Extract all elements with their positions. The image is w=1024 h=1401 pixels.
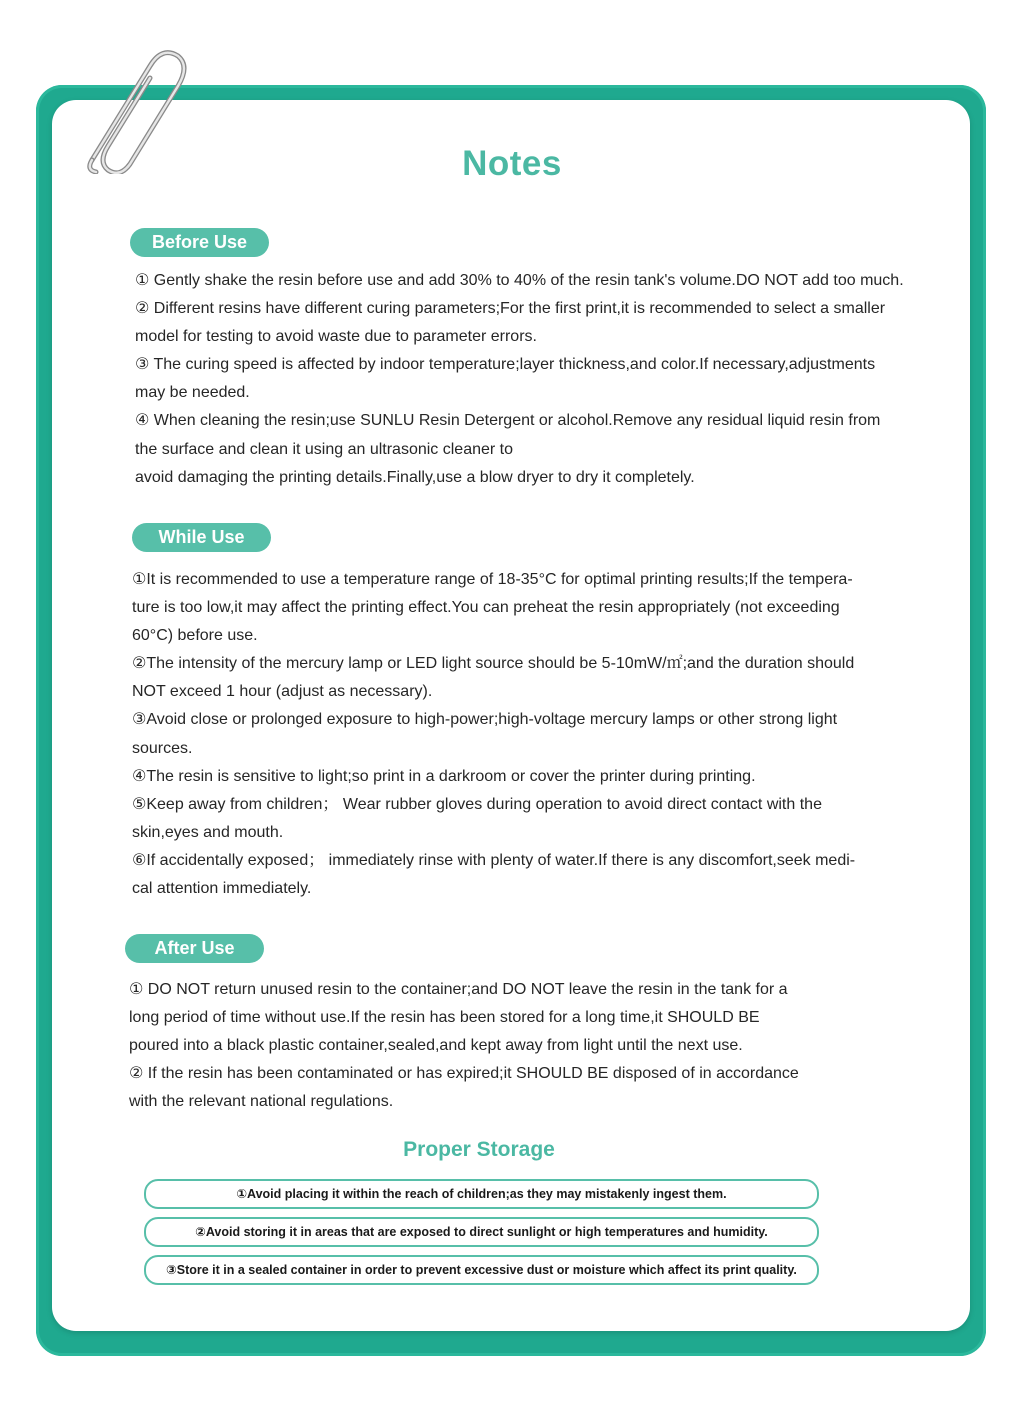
text-line: ture is too low,it may affect the printing effect.You can preheat the resin appropriately (not exceeding xyxy=(132,599,840,617)
page-title: Notes xyxy=(462,144,562,183)
while-use-text xyxy=(132,566,855,903)
before-use-text xyxy=(135,267,904,492)
text-line: NOT exceed 1 hour (adjust as necessary). xyxy=(132,683,433,701)
text-line: skin,eyes and mouth. xyxy=(132,823,284,841)
text-line: long period of time without use.If the resin has been stored for a long time,it SHOULD BE xyxy=(129,1009,760,1027)
text-line: may be needed. xyxy=(135,384,250,402)
storage-item-2: ②Avoid storing it in areas that are exposed to direct sunlight or high temperatures and humidity. xyxy=(144,1217,819,1247)
text-line: ②The intensity of the mercury lamp or LED light source should be 5-10mW/㎡;and the duration should xyxy=(132,655,855,673)
text-line: model for testing to avoid waste due to parameter errors. xyxy=(135,328,537,346)
text-line: ② If the resin has been contaminated or has expired;it SHOULD BE disposed of in accordance xyxy=(129,1065,799,1083)
text-line: ② Different resins have different curing parameters;For the first print,it is recommended to select a smaller xyxy=(135,300,886,318)
text-line: 60°C) before use. xyxy=(132,627,258,645)
storage-item-1: ①Avoid placing it within the reach of children;as they may mistakenly ingest them. xyxy=(144,1179,819,1209)
after-use-text xyxy=(129,976,799,1116)
text-line: the surface and clean it using an ultrasonic cleaner to xyxy=(135,440,514,458)
text-line: avoid damaging the printing details.Finally,use a blow dryer to dry it completely. xyxy=(135,468,695,486)
text-line: ④ When cleaning the resin;use SUNLU Resin Detergent or alcohol.Remove any residual liquid resin from xyxy=(135,412,881,430)
text-line: ⑤Keep away from children； Wear rubber gloves during operation to avoid direct contact with the xyxy=(132,795,822,813)
text-line: with the relevant national regulations. xyxy=(129,1093,394,1111)
text-line: ① DO NOT return unused resin to the container;and DO NOT leave the resin in the tank for a xyxy=(129,981,788,998)
text-line: ③Avoid close or prolonged exposure to high-power;high-voltage mercury lamps or other strong light xyxy=(132,711,838,729)
text-line: poured into a black plastic container,sealed,and kept away from light until the next use. xyxy=(129,1037,743,1055)
proper-storage-heading: Proper Storage xyxy=(403,1138,555,1161)
before-use-heading: Before Use xyxy=(130,228,269,257)
text-line: sources. xyxy=(132,739,193,757)
text-line: ①It is recommended to use a temperature range of 18-35°C for optimal printing results;If the tempera- xyxy=(132,571,853,588)
text-line: ③ The curing speed is affected by indoor temperature;layer thickness,and color.If necessary,adjustments xyxy=(135,356,876,374)
text-line: ① Gently shake the resin before use and add 30% to 40% of the resin tank's volume.DO NOT add too much. xyxy=(135,272,904,289)
after-use-heading: After Use xyxy=(125,934,264,963)
text-line: ④The resin is sensitive to light;so print in a darkroom or cover the printer during printing. xyxy=(132,767,756,785)
while-use-heading: While Use xyxy=(132,523,271,552)
text-line: cal attention immediately. xyxy=(132,880,312,898)
storage-item-3: ③Store it in a sealed container in order to prevent excessive dust or moisture which affect its print quality. xyxy=(144,1255,819,1285)
text-line: ⑥If accidentally exposed； immediately rinse with plenty of water.If there is any discomfort,seek medi- xyxy=(132,851,856,869)
